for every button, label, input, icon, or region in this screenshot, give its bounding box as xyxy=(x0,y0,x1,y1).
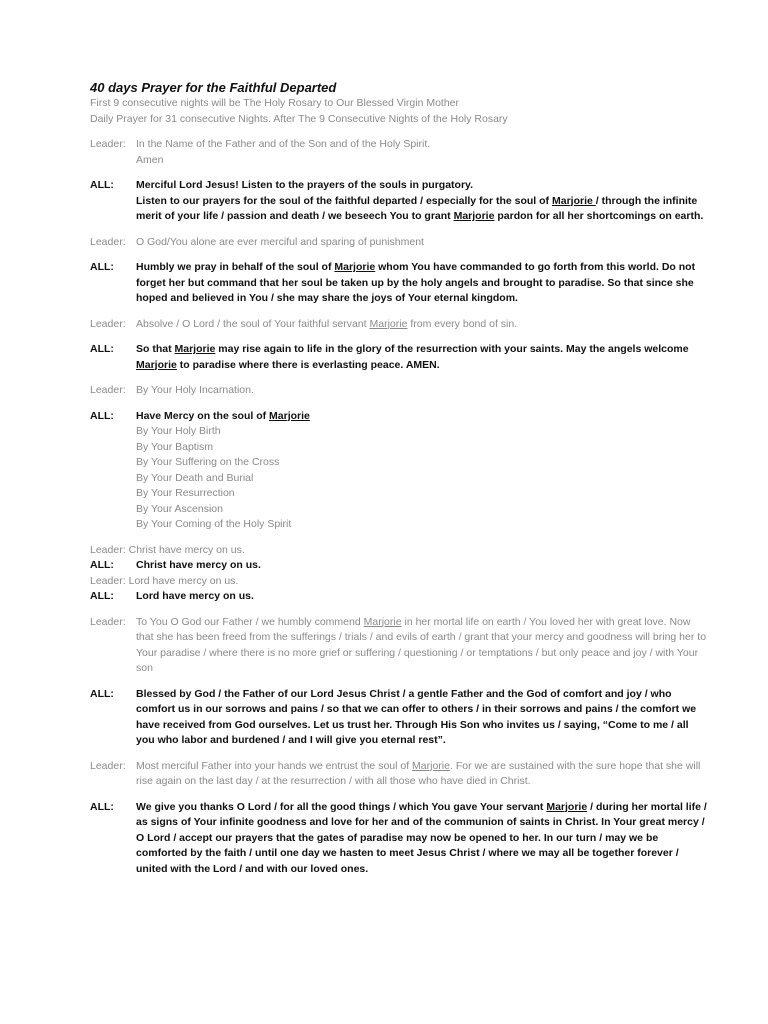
departed-name: Marjorie xyxy=(334,261,376,273)
prayer-text xyxy=(136,260,708,307)
prayer-text xyxy=(126,574,708,590)
text-run: Absolve / O Lord / the soul of Your faithful servant xyxy=(136,317,370,330)
text-run: in her mortal life on earth / You loved her with great love. Now that she has been freed from the sufferings / trials / and evils of earth / grant that your mercy and goodness will bring her to Your paradise / where there is no more grief or suffering / questioning / or temptations / but only peace and joy / with Your son xyxy=(136,615,707,674)
prayer-line xyxy=(136,589,708,605)
prayer-text xyxy=(136,589,708,605)
text-run: / through the infinite merit of your life / passion and death / we beseech You to grant xyxy=(136,194,698,222)
departed-name: Marjorie xyxy=(412,759,450,772)
prayer-line xyxy=(136,800,708,878)
prayer-text xyxy=(136,409,708,425)
speaker-label: Leader: xyxy=(90,384,126,396)
prayer-line xyxy=(136,687,708,749)
prayer-line xyxy=(129,574,708,590)
prayer-text xyxy=(136,342,708,373)
speaker-label: Leader: xyxy=(90,317,126,330)
departed-name: Marjorie xyxy=(269,409,310,422)
speaker-label: ALL: xyxy=(90,687,114,700)
all-block xyxy=(90,558,708,574)
speaker-label: ALL: xyxy=(90,409,114,422)
prayer-text xyxy=(136,383,708,399)
prayer-line xyxy=(136,235,708,251)
text-run: Merciful Lord Jesus! Listen to the prayers of the souls in purgatory. xyxy=(136,179,474,191)
speaker-label: ALL: xyxy=(90,179,114,191)
leader-block xyxy=(90,543,708,559)
all-block xyxy=(90,342,708,373)
prayer-text xyxy=(136,558,708,574)
speaker-label: ALL: xyxy=(90,559,114,571)
text-run: pardon for all her shortcomings on earth. xyxy=(494,210,704,222)
litany-line: By Your Suffering on the Cross xyxy=(136,456,280,468)
text-run: from every bond of sin. xyxy=(407,317,518,330)
leader-block xyxy=(90,137,708,168)
prayer-line xyxy=(136,409,708,425)
speaker-label: ALL: xyxy=(90,800,114,813)
departed-name: Marjorie xyxy=(363,615,402,628)
departed-name: Marjorie xyxy=(174,343,216,355)
subtitle-daily: Daily Prayer for 31 consecutive Nights. After The 9 Consecutive Nights of the Holy Rosary xyxy=(90,112,508,125)
prayer-text xyxy=(136,178,708,225)
all-block xyxy=(90,687,708,749)
prayer-line xyxy=(136,317,708,333)
prayer-line xyxy=(136,615,708,677)
text-run: may rise again to life in the glory of the resurrection with your saints. May the angels welcome xyxy=(215,343,689,355)
prayer-text xyxy=(136,137,708,168)
prayer-line xyxy=(136,260,708,307)
text-run: . For we are sustained with the sure hope that she will rise again on the last day / at the resurrection / with all those who have died in Christ. xyxy=(136,759,701,787)
text-run: We give you thanks O Lord / for all the good things / which You gave Your servant xyxy=(136,800,547,813)
text-run: By Your Holy Incarnation. xyxy=(136,384,254,396)
text-run: O God/You alone are ever merciful and sparing of punishment xyxy=(136,235,424,248)
text-run: Listen to our prayers for the soul of the faithful departed / especially for the soul of xyxy=(136,194,552,207)
prayer-text xyxy=(136,615,708,677)
text-run: Lord have mercy on us. xyxy=(136,590,254,602)
leader-block xyxy=(90,759,708,790)
prayer-text xyxy=(136,800,708,878)
speaker-label: ALL: xyxy=(90,343,114,355)
text-run: Amen xyxy=(136,153,164,166)
litany-line: By Your Holy Birth xyxy=(136,425,221,437)
all-block xyxy=(90,260,708,307)
departed-name: Marjorie xyxy=(453,210,495,222)
prayer-body xyxy=(90,137,708,877)
litany-line: By Your Coming of the Holy Spirit xyxy=(136,518,292,530)
departed-name: Marjorie xyxy=(369,317,408,330)
litany-line: By Your Resurrection xyxy=(136,487,235,499)
text-run: So that xyxy=(136,343,175,355)
prayer-text xyxy=(136,759,708,790)
speaker-label: Leader: xyxy=(90,543,126,556)
text-run: Humbly we pray in behalf of the soul of xyxy=(136,261,335,273)
prayer-line xyxy=(136,194,708,225)
leader-block xyxy=(90,615,708,677)
text-run: Most merciful Father into your hands we entrust the soul of xyxy=(136,759,413,772)
text-run: Christ have mercy on us. xyxy=(136,559,261,571)
litany-line: By Your Death and Burial xyxy=(136,471,254,484)
speaker-label: Leader: xyxy=(90,759,126,772)
leader-block xyxy=(90,574,708,590)
prayer-line xyxy=(136,383,708,399)
all-block xyxy=(90,409,708,425)
text-run: Christ have mercy on us. xyxy=(128,543,245,556)
speaker-label: ALL: xyxy=(90,261,114,273)
litany-line: By Your Baptism xyxy=(136,440,214,453)
prayer-line xyxy=(136,342,708,373)
subtitle-rosary: First 9 consecutive nights will be The Holy Rosary to Our Blessed Virgin Mother xyxy=(90,97,460,109)
prayer-text xyxy=(126,543,708,559)
text-run: to paradise where there is everlasting peace. AMEN. xyxy=(176,358,440,371)
departed-name: Marjorie xyxy=(136,358,177,371)
prayer-line xyxy=(136,558,708,574)
text-run: In the Name of the Father and of the Son and of the Holy Spirit. xyxy=(136,138,431,150)
speaker-label: Leader: xyxy=(90,235,126,248)
prayer-text xyxy=(136,687,708,749)
prayer-line xyxy=(136,178,708,194)
leader-block xyxy=(90,317,708,333)
litany-line: By Your Ascension xyxy=(136,502,223,515)
departed-name: Marjorie xyxy=(546,800,588,813)
text-run: Blessed by God / the Father of our Lord Jesus Christ / a gentle Father and the God of comfort and joy / who comfort us in our sorrows and pains / so that we can offer to others / in their sorrows and pains / the comfort we have received from God ourselves. Let us trust her. Through His Son who invites us / saying, “Come to me / all you who labor and burdened / and I will give you eternal rest”. xyxy=(136,687,697,746)
speaker-label: Leader: xyxy=(90,138,126,150)
text-run: whom You have commanded to go forth from this world. Do not forget her but command that her soul be taken up by the holy angels and brought to paradise. So that since she hoped and believed in You / she may share the joys of Your eternal kingdom. xyxy=(136,261,696,304)
all-block xyxy=(90,589,708,605)
leader-block xyxy=(90,383,708,399)
all-block xyxy=(90,178,708,225)
speaker-label: Leader: xyxy=(90,615,126,628)
prayer-line xyxy=(129,543,708,559)
text-run: / during her mortal life / as signs of Your infinite goodness and love for her and of the communion of saints in Christ. In Your great mercy / O Lord / accept our prayers that the gates of paradise may now be opened to her. In our turn / may we be comforted by the faith / until one day we hasten to meet Jesus Christ / where we may all be together forever / united with the Lord / and with our loved ones. xyxy=(136,800,707,875)
prayer-line xyxy=(136,153,708,169)
departed-name: Marjorie xyxy=(551,194,596,207)
text-run: Lord have mercy on us. xyxy=(128,574,239,587)
prayer-line xyxy=(136,759,708,790)
prayer-line xyxy=(136,137,708,153)
prayer-text xyxy=(136,317,708,333)
all-block xyxy=(90,800,708,878)
leader-block xyxy=(90,235,708,251)
speaker-label: ALL: xyxy=(90,590,114,602)
prayer-text xyxy=(136,235,708,251)
text-run: Have Mercy on the soul of xyxy=(136,409,270,422)
text-run: To You O God our Father / we humbly commend xyxy=(136,615,364,628)
speaker-label: Leader: xyxy=(90,574,126,587)
document-title: 40 days Prayer for the Faithful Departed xyxy=(90,80,337,95)
